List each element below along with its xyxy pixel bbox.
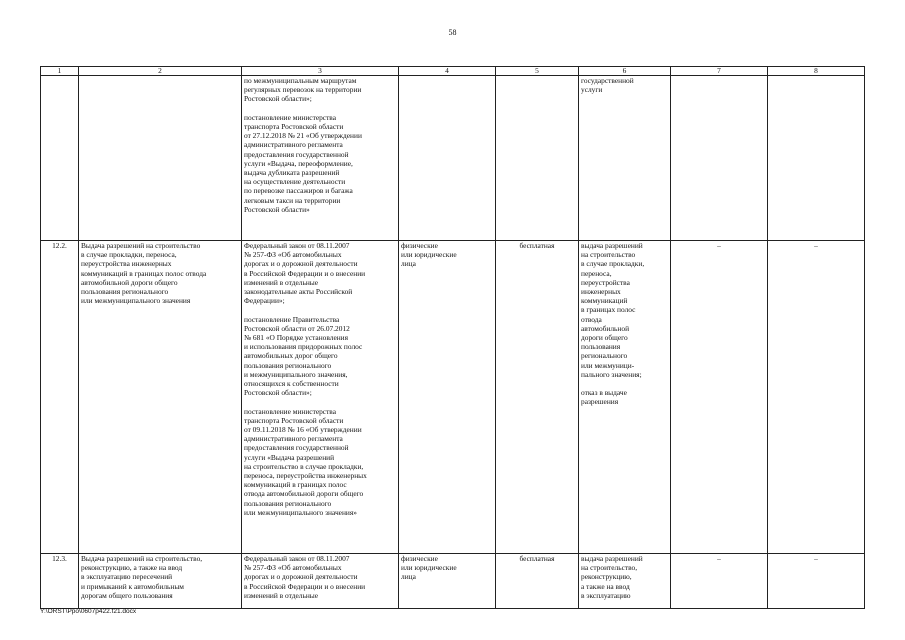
column-7-cell: – xyxy=(671,241,768,554)
column-7-cell xyxy=(671,76,768,241)
service-name-cell xyxy=(79,76,242,241)
fee-cell xyxy=(496,76,579,241)
legal-basis-cell: Федеральный закон от 08.11.2007 № 257-ФЗ «Об автомобильных дорогах и о дорожной деятельности в Российской Федерации и о внесении изменений в отдельные xyxy=(242,554,399,609)
column-header: 5 xyxy=(496,67,579,76)
row-number-cell: 12.3. xyxy=(41,554,79,609)
fee-cell: бесплатная xyxy=(496,554,579,609)
fee-cell: бесплатная xyxy=(496,241,579,554)
column-8-cell: – xyxy=(768,241,865,554)
row-number-cell xyxy=(41,76,79,241)
result-cell: выдача разрешений на строительство, реконструкцию, а также на ввод в эксплуатацию xyxy=(579,554,671,609)
page-number: 58 xyxy=(448,28,457,37)
recipients-cell xyxy=(399,76,496,241)
result-cell: выдача разрешений на строительство в случае прокладки, переноса, переустройства инженерных коммуникаций в границах полос отвода автомобильной дороги общего пользования регионального или межмуници- пального значения; отказ в выдаче разрешения xyxy=(579,241,671,554)
column-8-cell xyxy=(768,76,865,241)
legal-basis-cell: Федеральный закон от 08.11.2007 № 257-ФЗ «Об автомобильных дорогах и о дорожной деятельности в Российской Федерации и о внесении изменений в отдельные законодательные акты Российской Федерации»; постановление Правительства Ростовской области от 26.07.2012 № 681 «О Порядке установления и использования придорожных полос автомобильных дорог общего пользования регионального и межмуниципального значения, относящихся к собственности Ростовской области»; постановление министерства транспорта Ростовской области от 09.11.2018 № 16 «Об утверждении административного регламента предоставления государственной услуги «Выдача разрешений на строительство в случае прокладки, переноса, переустройства инженерных коммуникаций в границах полос отвода автомобильной дороги общего пользования регионального или межмуниципального значения» xyxy=(242,241,399,554)
column-header: 3 xyxy=(242,67,399,76)
table-row xyxy=(41,241,865,554)
recipients-cell: физические или юридические лица xyxy=(399,241,496,554)
legal-basis-cell: по межмуниципальным маршрутам регулярных перевозок на территории Ростовской области»; постановление министерства транспорта Ростовской области от 27.12.2018 № 21 «Об утверждении административного регламента предоставления государственной услуги «Выдача, переоформление, выдача дубликата разрешений на осуществление деятельности по перевозке пассажиров и багажа легковым такси на территории Ростовской области» xyxy=(242,76,399,241)
column-header: 1 xyxy=(41,67,79,76)
column-number-row xyxy=(41,67,865,76)
column-7-cell: – xyxy=(671,554,768,609)
recipients-cell: физические или юридические лица xyxy=(399,554,496,609)
table-row xyxy=(41,554,865,609)
table-row xyxy=(41,76,865,241)
file-path-footer: Y:\ORST\Ppo\0607p422.f21.docx xyxy=(40,608,137,615)
column-header: 8 xyxy=(768,67,865,76)
column-header: 2 xyxy=(79,67,242,76)
services-table xyxy=(40,66,865,609)
service-name-cell: Выдача разрешений на строительство в случае прокладки, переноса, переустройства инженерных коммуникаций в границах полос отвода автомобильной дороги общего пользования регионального или межмуниципального значения xyxy=(79,241,242,554)
column-8-cell: – xyxy=(768,554,865,609)
column-header: 4 xyxy=(399,67,496,76)
row-number-cell: 12.2. xyxy=(41,241,79,554)
column-header: 7 xyxy=(671,67,768,76)
column-header: 6 xyxy=(579,67,671,76)
service-name-cell: Выдача разрешений на строительство, реконструкцию, а также на ввод в эксплуатацию пересечений и примыканий к автомобильным дорогам общего пользования xyxy=(79,554,242,609)
result-cell: государственной услуги xyxy=(579,76,671,241)
